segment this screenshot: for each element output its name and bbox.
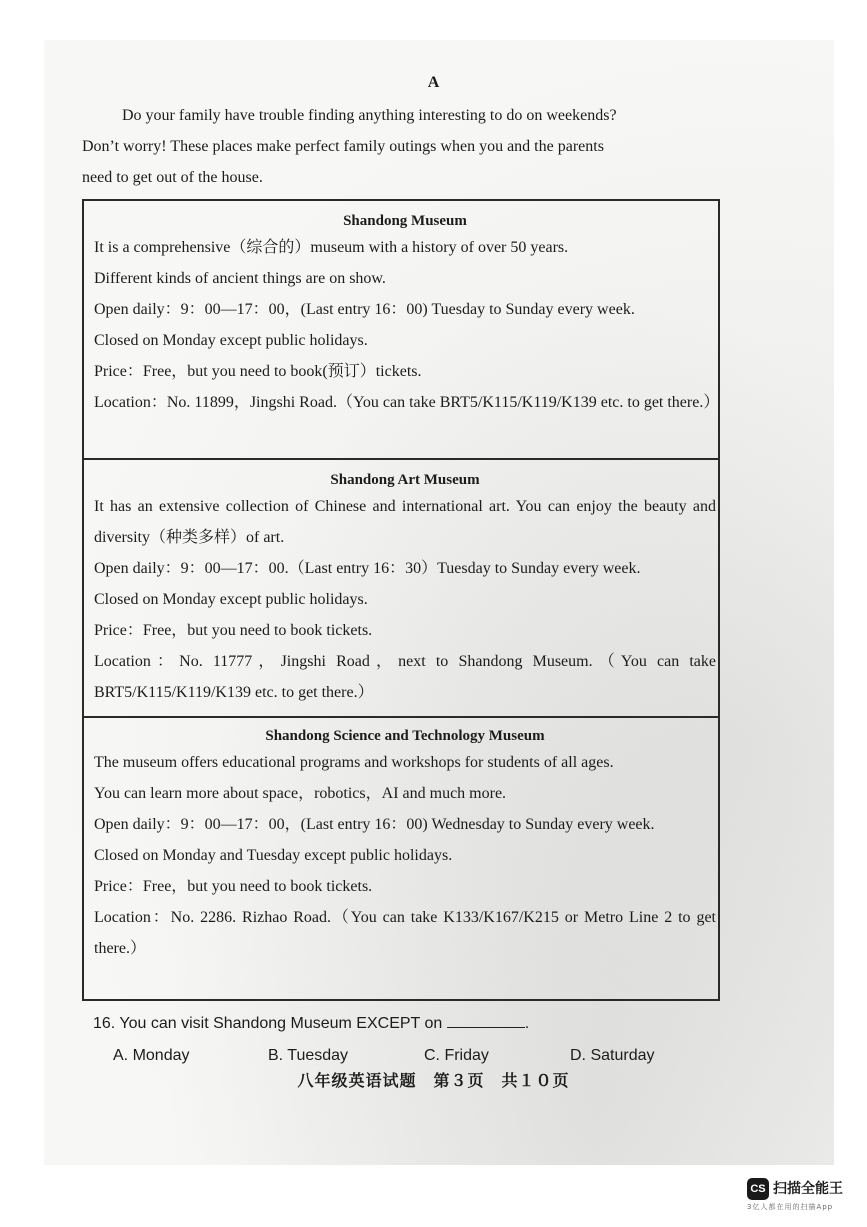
intro-line-2: Don’t worry! These places make perfect family outings when you and the parents [82,138,604,155]
museum-description: It is a comprehensive（综合的）museum with a history of over 50 years. [94,239,569,256]
scanner-tagline: 3亿人都在用的扫描App [747,1203,834,1211]
answer-blank [447,1013,525,1028]
question-text: 16. You can visit Shandong Museum EXCEPT on [93,1015,443,1032]
museum-description: It has an extensive collection of Chinese and international art. You can enjoy the beauty and diversity（种类多样）of art. [94,498,716,546]
option-b: B. Tuesday [268,1047,349,1064]
intro-paragraph [82,100,722,193]
museum-title: Shandong Science and Technology Museum [265,728,545,744]
museum-hours: Open daily：9：00—17：00.（Last entry 16：30）Tuesday to Sunday every week. [94,560,641,577]
museum-closed: Closed on Monday except public holidays. [94,591,368,608]
museum-title: Shandong Art Museum [330,472,480,488]
museum-price: Price：Free，but you need to book tickets. [94,622,373,639]
scanner-watermark [747,1176,855,1216]
museum-card-science-technology-museum [82,718,720,1001]
museum-location: Location：No. 11899，Jingshi Road.（You can take BRT5/K115/K119/K139 etc. to get there.） [94,394,720,411]
question-16 [93,1010,733,1038]
museum-card-shandong-art-museum [82,460,720,718]
museum-hours: Open daily：9：00—17：00，(Last entry 16：00) Wednesday to Sunday every week. [94,816,655,833]
museum-price: Price：Free，but you need to book(预订）tickets. [94,363,422,380]
museum-card-shandong-museum [82,199,720,460]
museum-closed: Closed on Monday and Tuesday except public holidays. [94,847,453,864]
museum-closed: Closed on Monday except public holidays. [94,332,368,349]
section-heading: A [427,74,440,91]
option-d: D. Saturday [570,1047,655,1064]
museum-description: You can learn more about space，robotics，AI and much more. [94,785,507,802]
museum-price: Price：Free，but you need to book tickets. [94,878,373,895]
option-a: A. Monday [113,1047,190,1064]
museum-location: Location：No. 2286. Rizhao Road.（You can take K133/K167/K215 or Metro Line 2 to get there.） [94,909,716,957]
scanner-app-name: 扫描全能王 [773,1181,843,1197]
intro-line-3: need to get out of the house. [82,169,263,186]
option-c: C. Friday [424,1047,489,1064]
museum-description: The museum offers educational programs and workshops for students of all ages. [94,754,614,771]
intro-line-1: Do your family have trouble finding anything interesting to do on weekends? [122,107,617,124]
museum-description: Different kinds of ancient things are on show. [94,270,386,287]
page-footer: 八年级英语试题 第３页 共１０页 [297,1071,570,1090]
question-end: . [524,1015,530,1032]
museum-title: Shandong Museum [343,213,467,229]
scanner-logo-icon: CS [747,1178,769,1200]
museum-location: Location：No. 11777，Jingshi Road，next to Shandong Museum.（You can take BRT5/K115/K119/K139 etc. to get there.） [94,653,716,701]
museum-hours: Open daily：9：00—17：00，(Last entry 16：00) Tuesday to Sunday every week. [94,301,635,318]
